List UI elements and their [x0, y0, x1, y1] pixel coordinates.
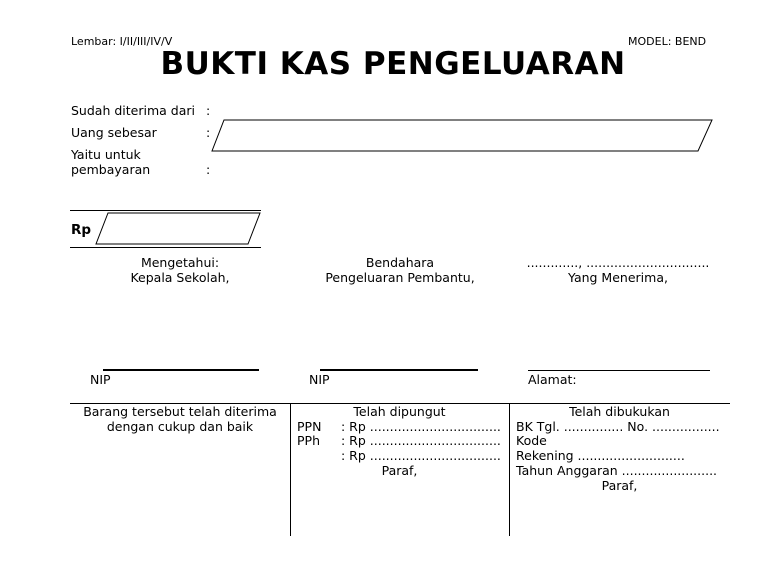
received-from-colon: :	[206, 103, 211, 118]
principal-signature-line	[103, 369, 259, 371]
amount-in-words-colon: :	[206, 125, 211, 140]
rp-label: Rp	[71, 222, 92, 238]
page-title: BUKTI KAS PENGELUARAN	[160, 46, 626, 82]
recipient-signature-line	[528, 370, 710, 371]
treasurer-nip-label: NIP	[309, 372, 330, 387]
ppn-amount: : Rp .................................	[341, 419, 501, 434]
amount-in-words-box[interactable]	[210, 118, 716, 154]
booked-heading: Telah dibukukan	[569, 404, 670, 419]
place-date-line: ............., ...............................	[526, 255, 710, 270]
bk-date-number: BK Tgl. ............... No. .................	[516, 419, 720, 434]
treasurer-signature-line	[320, 369, 478, 371]
code-label: Kode	[516, 433, 547, 448]
booked-paraf-label: Paraf,	[601, 478, 638, 493]
account-label: Rekening ...........................	[516, 448, 685, 463]
model-label: MODEL: BEND	[628, 35, 707, 48]
received-from-label: Sudah diterima dari	[71, 103, 195, 118]
goods-received-line1: Barang tersebut telah diterima	[83, 404, 277, 419]
purpose-label-line1: Yaitu untuk	[71, 147, 141, 162]
purpose-label-line2: pembayaran	[71, 162, 151, 177]
recipient-label: Yang Menerima,	[568, 270, 668, 285]
sheet-number-label: Lembar: I/II/III/IV/V	[71, 35, 173, 48]
fiscal-year-label: Tahun Anggaran ........................	[516, 463, 718, 478]
pph-label: PPh	[297, 433, 320, 448]
principal-nip-label: NIP	[90, 372, 111, 387]
treasurer-label: Bendahara	[365, 255, 435, 270]
purpose-colon: :	[206, 162, 211, 177]
recipient-address-label: Alamat:	[528, 372, 577, 387]
goods-received-line2: dengan cukup dan baik	[106, 419, 254, 434]
footer-divider-2	[509, 403, 510, 536]
tax-paraf-label: Paraf,	[381, 463, 418, 478]
pph-amount: : Rp .................................	[341, 433, 501, 448]
principal-label: Kepala Sekolah,	[130, 270, 230, 285]
other-tax-amount: : Rp .................................	[341, 448, 501, 463]
approved-label: Mengetahui:	[140, 255, 220, 270]
ppn-label: PPN	[297, 419, 322, 434]
assistant-treasurer-label: Pengeluaran Pembantu,	[325, 270, 475, 285]
tax-collected-heading: Telah dipungut	[353, 404, 446, 419]
amount-in-words-label: Uang sebesar	[71, 125, 157, 140]
rp-bottom-rule	[70, 247, 261, 248]
rp-amount-box[interactable]	[94, 211, 262, 247]
